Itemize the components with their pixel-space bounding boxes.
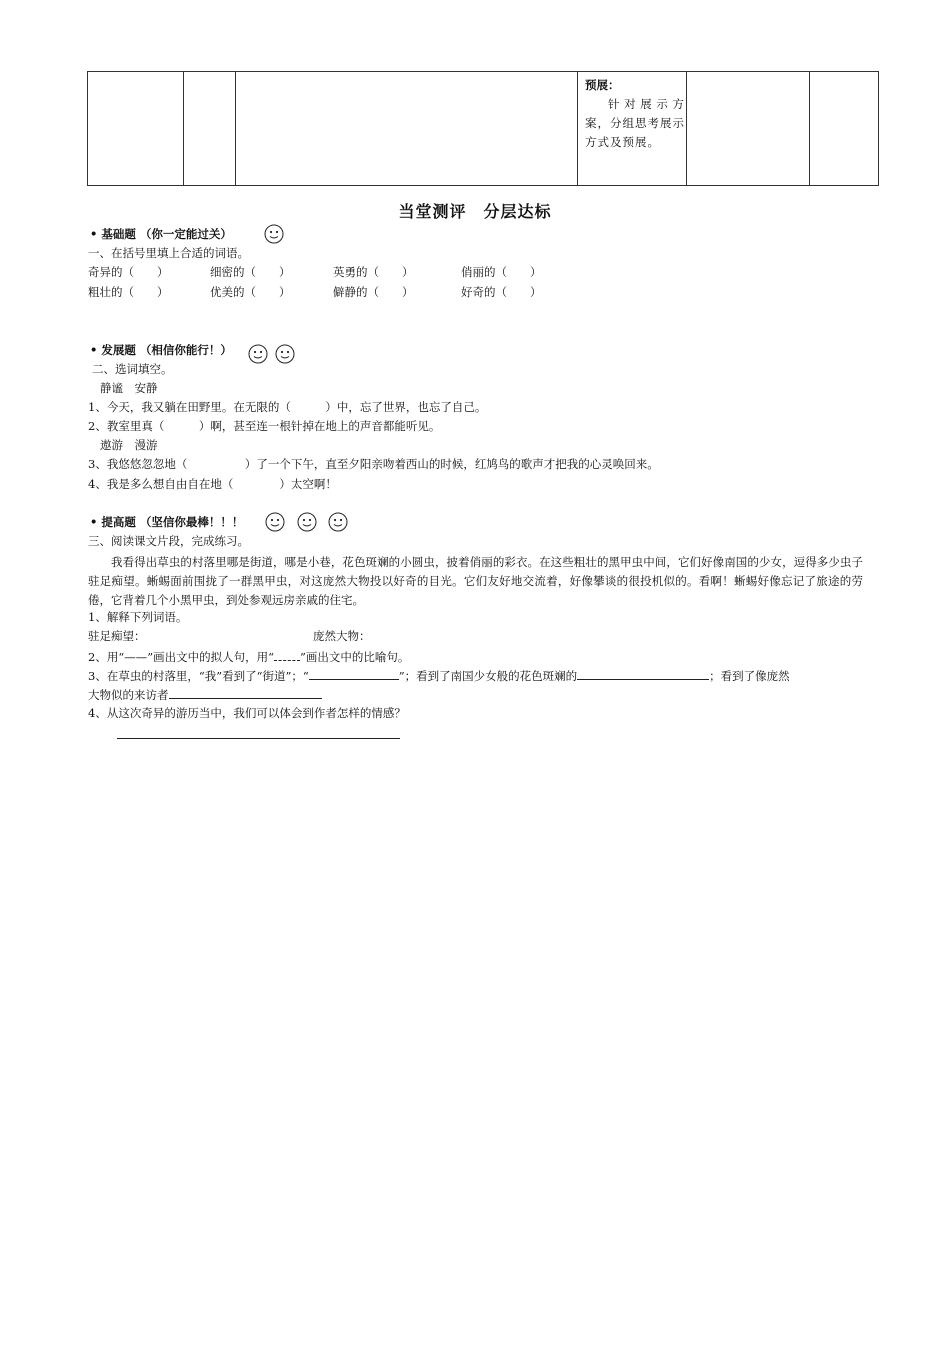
cell-body: 针对展示方案，分组思考展示方式及预展。 xyxy=(585,97,685,149)
q3-4: 4、从这次奇异的游历当中，我们可以体会到作者怎样的情感？ xyxy=(88,706,406,720)
sentence: 3、我悠悠忽忽地（ ）了一个下午，直至夕阳亲吻着西山的时候，红鸠鸟的歌声才把我的心灵唤回来。 xyxy=(88,457,659,471)
sentence: 1、今天，我又躺在田野里。在无限的（ ）中，忘了世界，也忘了自己。 xyxy=(88,400,487,414)
q3-2-part-a: 2、用“——”画出文中的拟人句，用“ xyxy=(88,650,274,664)
sentence: 4、我是多么想自由自在地（ ）太空啊！ xyxy=(88,477,337,491)
basic-heading: • 基础题 （你一定能过关） xyxy=(90,227,232,241)
word-choice: 静谧 安静 xyxy=(100,381,158,395)
smiley-icon xyxy=(275,344,295,364)
q1-title: 一、在括号里填上合适的词语。 xyxy=(88,246,249,260)
table-cell-preview xyxy=(585,76,685,152)
q3-3-part-c: ；看到了像庞然 xyxy=(709,669,790,683)
cell-title: 预展： xyxy=(585,78,620,92)
q3-3-part-a: 3、在草虫的村落里，“我”看到了“街道”；“ xyxy=(88,669,309,683)
smiley-icon xyxy=(248,344,268,364)
fill-item: 俏丽的（ ） xyxy=(461,265,542,279)
table-divider xyxy=(577,72,578,185)
table-divider xyxy=(809,72,810,185)
q3-1: 1、解释下列词语。 xyxy=(88,610,188,624)
q3-3 xyxy=(88,669,790,683)
fill-item: 优美的（ ） xyxy=(210,285,291,299)
fill-item: 英勇的（ ） xyxy=(333,265,414,279)
q3-title: 三、阅读课文片段，完成练习。 xyxy=(88,534,249,548)
q2-title: 二、选词填空。 xyxy=(92,362,173,376)
develop-heading: • 发展题 （相信你能行！） xyxy=(90,343,232,357)
top-table xyxy=(87,71,879,186)
answer-blank[interactable] xyxy=(169,688,322,699)
page-title: 当堂测评 分层达标 xyxy=(398,202,552,221)
smiley-icon xyxy=(265,512,285,532)
q3-2-part-b: ”画出文中的比喻句。 xyxy=(299,650,410,664)
fill-item: 细密的（ ） xyxy=(210,265,291,279)
answer-blank[interactable] xyxy=(309,669,399,680)
smiley-icon xyxy=(264,224,284,244)
reading-passage: 我看得出草虫的村落里哪是街道，哪是小巷，花色斑斓的小圆虫，披着俏丽的彩衣。在这些粗壮的黑甲虫中间，它们好像南国的少女，逗得多少虫子驻足痴望。蜥蜴面前围拢了一群黑甲虫，对这庞然大物投以好奇的目光。它们友好地交流着，好像攀谈的很投机似的。看啊！蜥蜴好像忘记了旅途的劳倦，它背着几个小黑甲虫，到处参观远房亲戚的住宅。 xyxy=(88,555,863,607)
term-2: 庞然大物： xyxy=(313,629,371,643)
answer-blank[interactable] xyxy=(577,669,709,680)
wavy-line-sample xyxy=(274,650,300,661)
term-1: 驻足痴望： xyxy=(88,629,146,643)
q3-3-part-d: 大物似的来访者 xyxy=(88,688,169,702)
word-choice: 遨游 漫游 xyxy=(100,438,158,452)
answer-line[interactable] xyxy=(117,738,400,739)
advanced-heading: • 提高题 （坚信你最棒！！！ xyxy=(90,515,244,529)
fill-item: 好奇的（ ） xyxy=(461,285,542,299)
fill-item: 粗壮的（ ） xyxy=(88,285,169,299)
table-divider xyxy=(235,72,236,185)
smiley-icon xyxy=(328,512,348,532)
sentence: 2、教室里真（ ）啊，甚至连一根针掉在地上的声音都能听见。 xyxy=(88,419,441,433)
q3-2 xyxy=(88,650,409,664)
fill-item: 僻静的（ ） xyxy=(333,285,414,299)
fill-item: 奇异的（ ） xyxy=(88,265,169,279)
q3-3-part-b: ”；看到了南国少女般的花色斑斓的 xyxy=(398,669,578,683)
table-divider xyxy=(183,72,184,185)
smiley-icon xyxy=(297,512,317,532)
q3-3-cont xyxy=(88,688,322,702)
table-divider xyxy=(686,72,687,185)
